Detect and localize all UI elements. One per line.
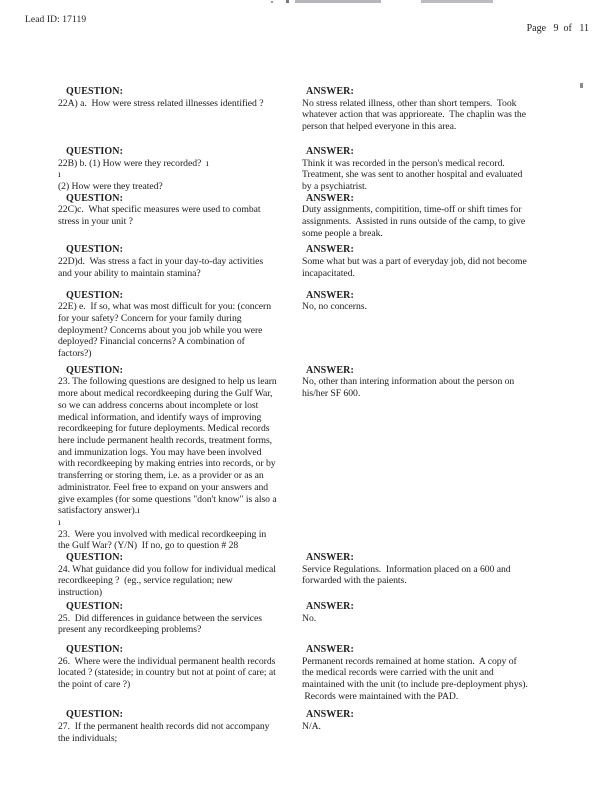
qa-row <box>58 244 599 279</box>
answer-line: assignments. Assisted in runs outside of the camp, to give <box>302 216 526 228</box>
question-heading: QUESTION: <box>66 600 124 612</box>
question-line: (2) How were they treated? <box>58 180 163 192</box>
question-line: 22A) a. How were stress related illnesses identified ? <box>58 97 264 109</box>
question-line: 26. Where were the individual permanent health records <box>58 655 276 667</box>
question-col <box>58 244 302 279</box>
qa-row <box>58 86 599 133</box>
answer-heading: ANSWER: <box>306 244 354 256</box>
qa-row <box>58 146 599 193</box>
qa-row <box>58 709 599 744</box>
answer-col <box>302 365 599 400</box>
question-line: present any recordkeeping problems? <box>58 624 202 636</box>
answer-line: Permanent records remained at home station. A copy of <box>302 655 517 667</box>
question-heading: QUESTION: <box>66 192 124 204</box>
scan-artifact <box>271 1 273 3</box>
question-line: transferring or storing them, i.e. as a provider or as an <box>58 470 264 482</box>
question-line: 22C)c. What specific measures were used to combat <box>58 204 261 216</box>
question-col <box>58 146 302 193</box>
question-line: so we can address concerns about incomplete or lost <box>58 399 259 411</box>
qa-row <box>58 365 599 552</box>
answer-col <box>302 146 599 193</box>
answer-heading: ANSWER: <box>306 709 354 721</box>
answer-heading: ANSWER: <box>306 364 354 376</box>
qa-list <box>58 86 599 745</box>
question-col <box>58 644 302 691</box>
qa-row <box>58 193 599 240</box>
answer-line: maintained with the unit (to include pre-deployment phys). <box>302 679 528 691</box>
question-line: administrator. Feel free to expand on your answers and <box>58 481 269 493</box>
question-line: located ? (stateside; in country but not at point of care; at <box>58 667 276 679</box>
question-line: give examples (for some questions "don't know" is also a <box>58 493 277 505</box>
qa-row <box>58 552 599 599</box>
question-line: stress in your unit ? <box>58 216 133 228</box>
answer-col <box>302 290 599 313</box>
question-heading: QUESTION: <box>66 86 124 97</box>
question-line: medical information, and identify ways of improving <box>58 411 262 423</box>
page-number-indicator: Page 9 of 11 <box>526 23 589 34</box>
answer-line: his/her SF 600. <box>302 388 361 400</box>
answer-line: forwarded with the paients. <box>302 575 407 587</box>
question-line: recordkeeping ? (eg., service regulation; new <box>58 575 233 587</box>
question-col <box>58 365 302 552</box>
question-line: 23. Were you involved with medical recordkeeping in <box>58 528 267 540</box>
answer-col <box>302 552 599 587</box>
answer-heading: ANSWER: <box>306 192 354 204</box>
qa-row <box>58 290 599 360</box>
answer-heading: ANSWER: <box>306 86 354 97</box>
question-line: 22B) b. (1) How were they recorded? ı <box>58 157 209 169</box>
answer-line: Records were maintained with the PAD. <box>302 690 459 702</box>
answer-col <box>302 86 599 133</box>
answer-line: Treatment, she was sent to another hospital and evaluated <box>302 169 523 181</box>
question-heading: QUESTION: <box>66 244 124 256</box>
question-line: with recordkeeping by making entries into records, or by <box>58 458 276 470</box>
question-line: factors?) <box>58 348 92 360</box>
answer-heading: ANSWER: <box>306 643 354 655</box>
question-heading: QUESTION: <box>66 709 124 721</box>
question-line: recordkeeping for future deployments. Medical records <box>58 423 270 435</box>
question-line: 22D)d. Was stress a fact in your day-to-day activities <box>58 256 264 268</box>
question-line: instruction) <box>58 587 103 599</box>
answer-line: Service Regulations. Information placed on a 600 and <box>302 563 511 575</box>
question-line: the Gulf War? (Y/N) If no, go to question # 28 <box>58 540 239 552</box>
question-col <box>58 86 302 109</box>
scan-artifact <box>286 0 289 3</box>
question-line: and immunization logs. You may have been involved <box>58 446 262 458</box>
question-line: here include permanent health records, treatment forms, <box>58 434 273 446</box>
answer-line: No. <box>302 612 317 624</box>
lead-id-label: Lead ID: 17119 <box>25 15 87 25</box>
answer-col <box>302 644 599 703</box>
answer-line: whatever action that was apprioreate. The chaplin was the <box>302 109 526 121</box>
answer-line: by a psychiatrist. <box>302 180 368 192</box>
question-line: ı <box>58 169 61 181</box>
scan-artifact <box>295 0 381 3</box>
answer-line: the medical records were carried with the unit and <box>302 667 494 679</box>
question-heading: QUESTION: <box>66 364 124 376</box>
question-col <box>58 601 302 636</box>
question-line: 24. What guidance did you follow for individual medical <box>58 563 276 575</box>
scan-artifact <box>421 0 493 3</box>
question-line: deployment? Concerns about you job while you were <box>58 324 263 336</box>
answer-line: Duty assignments, compitition, time-off or shift times for <box>302 204 522 216</box>
question-line: ı <box>58 516 61 528</box>
answer-line: N/A. <box>302 721 321 733</box>
question-heading: QUESTION: <box>66 145 124 157</box>
answer-col <box>302 601 599 624</box>
question-col <box>58 552 302 599</box>
question-line: and your ability to maintain stamina? <box>58 267 201 279</box>
question-line: for your safety? Concern for your family during <box>58 312 242 324</box>
answer-line: Think it was recorded in the person's medical record. <box>302 157 505 169</box>
question-line: 27. If the permanent health records did not accompany <box>58 721 270 733</box>
question-line: deployed? Financial concerns? A combination of <box>58 336 245 348</box>
question-line: 23. The following questions are designed to help us learn <box>58 376 277 388</box>
answer-col <box>302 193 599 240</box>
question-line: more about medical recordkeeping during the Gulf War, <box>58 388 273 400</box>
answer-heading: ANSWER: <box>306 552 354 564</box>
answer-line: No, no concerns. <box>302 301 367 313</box>
question-heading: QUESTION: <box>66 289 124 301</box>
qa-row <box>58 601 599 636</box>
answer-heading: ANSWER: <box>306 289 354 301</box>
answer-line: No, other than intering information about the person on <box>302 376 515 388</box>
question-line: the individuals; <box>58 732 118 744</box>
answer-col <box>302 709 599 732</box>
question-line: 22E) e. If so, what was most difficult for you: (concern <box>58 301 272 313</box>
answer-line: Some what but was a part of everyday job, did not become <box>302 256 527 268</box>
answer-line: person that helped everyone in this area. <box>302 121 457 133</box>
answer-line: incapacitated. <box>302 267 355 279</box>
question-line: the point of care ?) <box>58 679 131 691</box>
answer-line: some people a break. <box>302 227 383 239</box>
qa-row <box>58 644 599 703</box>
page-header <box>25 15 589 34</box>
question-col <box>58 709 302 744</box>
question-line: 25. Did differences in guidance between the services <box>58 612 263 624</box>
answer-heading: ANSWER: <box>306 145 354 157</box>
question-heading: QUESTION: <box>66 643 124 655</box>
question-col <box>58 290 302 360</box>
answer-heading: ANSWER: <box>306 600 354 612</box>
answer-col <box>302 244 599 279</box>
question-col <box>58 193 302 228</box>
question-heading: QUESTION: <box>66 552 124 564</box>
answer-line: No stress related illness, other than short tempers. Took <box>302 97 517 109</box>
question-line: satisfactory answer).ı <box>58 505 140 517</box>
